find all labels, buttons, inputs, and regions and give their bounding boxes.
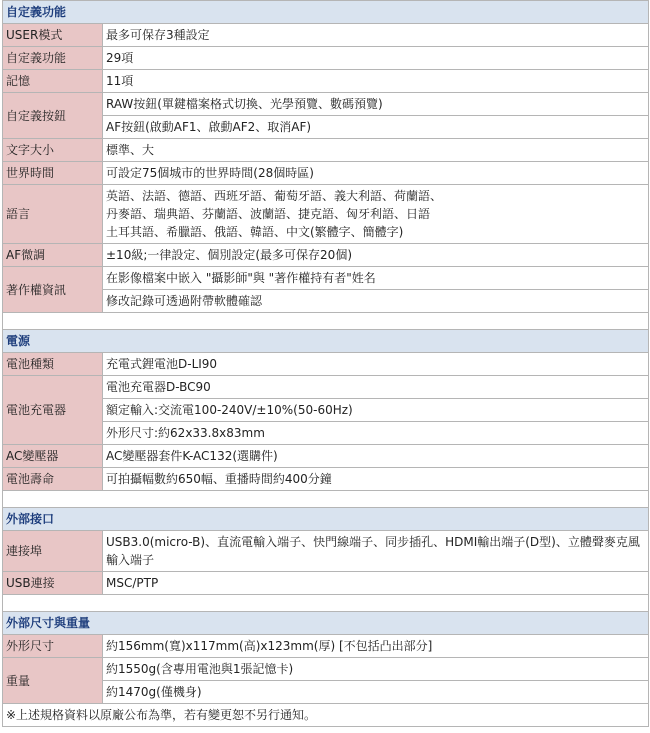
spec-value: AC變壓器套件K-AC132(選購件) <box>103 445 649 468</box>
spec-label: 連接埠 <box>3 531 103 572</box>
section-spacer <box>3 491 649 508</box>
spec-label: 外形尺寸 <box>3 635 103 658</box>
spec-label: 重量 <box>3 658 103 704</box>
spec-label: USB連接 <box>3 572 103 595</box>
spec-label: 語言 <box>3 185 103 244</box>
spec-label: AF微調 <box>3 244 103 267</box>
spec-label: AC變壓器 <box>3 445 103 468</box>
spec-value: 可拍攝幅數約650幅、重播時間約400分鐘 <box>103 468 649 491</box>
spec-value: ±10級;一律設定、個別設定(最多可保存20個) <box>103 244 649 267</box>
spec-value: USB3.0(micro-B)、直流電輸入端子、快門線端子、同步插孔、HDMI輸出端子(D型)、立體聲麥克風輸入端子 <box>103 531 649 572</box>
spec-row-af-fine <box>3 244 649 267</box>
spec-value: 約1470g(僅機身) <box>103 681 649 704</box>
spec-row-language <box>3 185 649 244</box>
spec-value: 標準、大 <box>103 139 649 162</box>
spec-row-weight <box>3 658 649 681</box>
spec-value: 最多可保存3種設定 <box>103 24 649 47</box>
spec-value: 可設定75個城市的世界時間(28個時區) <box>103 162 649 185</box>
spec-row-battery-type <box>3 353 649 376</box>
spec-row-battery-life <box>3 468 649 491</box>
spec-value: 11項 <box>103 70 649 93</box>
spec-label: 文字大小 <box>3 139 103 162</box>
spec-row-copyright <box>3 267 649 290</box>
section-header-custom <box>3 1 649 24</box>
spec-label: USER模式 <box>3 24 103 47</box>
spec-value: 額定輸入:交流電100-240V/±10%(50-60Hz) <box>103 399 649 422</box>
spec-row-size <box>3 635 649 658</box>
spec-row-custom-func <box>3 47 649 70</box>
section-header-power <box>3 330 649 353</box>
footnote: ※上述規格資料以原廠公布為準，若有變更恕不另行通知。 <box>3 704 649 727</box>
spec-table <box>2 0 649 727</box>
spec-row-charger <box>3 376 649 399</box>
spec-value: 約1550g(含專用電池與1張記憶卡) <box>103 658 649 681</box>
spec-sheet <box>2 0 648 727</box>
spec-value: 外形尺寸:約62x33.8x83mm <box>103 422 649 445</box>
spec-row-ac-adapter <box>3 445 649 468</box>
section-spacer <box>3 313 649 330</box>
spec-row-custom-button <box>3 93 649 116</box>
spec-value <box>103 185 649 244</box>
spec-row-memory <box>3 70 649 93</box>
spec-value: 在影像檔案中嵌入 "攝影師"與 "著作權持有者"姓名 <box>103 267 649 290</box>
spec-row-world-time <box>3 162 649 185</box>
spec-row-ports <box>3 531 649 572</box>
spec-value: MSC/PTP <box>103 572 649 595</box>
spec-row-user-mode <box>3 24 649 47</box>
spec-value: AF按鈕(啟動AF1、啟動AF2、取消AF) <box>103 116 649 139</box>
section-header-interface <box>3 508 649 531</box>
spec-value: RAW按鈕(單鍵檔案格式切換、光學預覽、數碼預覽) <box>103 93 649 116</box>
spec-label: 世界時間 <box>3 162 103 185</box>
spec-label: 著作權資訊 <box>3 267 103 313</box>
language-line: 英語、法語、德語、西班牙語、葡萄牙語、義大利語、荷蘭語、 <box>106 189 443 203</box>
section-title: 外部尺寸與重量 <box>3 612 649 635</box>
section-title: 自定義功能 <box>3 1 649 24</box>
spec-label: 自定義按鈕 <box>3 93 103 139</box>
spec-row-text-size <box>3 139 649 162</box>
spec-label: 電池壽命 <box>3 468 103 491</box>
spec-label: 自定義功能 <box>3 47 103 70</box>
language-line: 丹麥語、瑞典語、芬蘭語、波蘭語、捷克語、匈牙利語、日語 <box>106 207 431 221</box>
footnote-row <box>3 704 649 727</box>
spec-value: 29項 <box>103 47 649 70</box>
spec-label: 電池充電器 <box>3 376 103 445</box>
spec-label: 電池種類 <box>3 353 103 376</box>
section-spacer <box>3 595 649 612</box>
spec-value: 電池充電器D-BC90 <box>103 376 649 399</box>
spec-value: 約156mm(寬)x117mm(高)x123mm(厚) [不包括凸出部分] <box>103 635 649 658</box>
section-title: 外部接口 <box>3 508 649 531</box>
section-header-dimensions <box>3 612 649 635</box>
spec-value: 充電式鋰電池D-LI90 <box>103 353 649 376</box>
section-title: 電源 <box>3 330 649 353</box>
spec-value: 修改記錄可透過附帶軟體確認 <box>103 290 649 313</box>
spec-label: 記憶 <box>3 70 103 93</box>
language-line: 土耳其語、希臘語、俄語、韓語、中文(繁體字、簡體字) <box>106 225 404 239</box>
spec-row-usb <box>3 572 649 595</box>
